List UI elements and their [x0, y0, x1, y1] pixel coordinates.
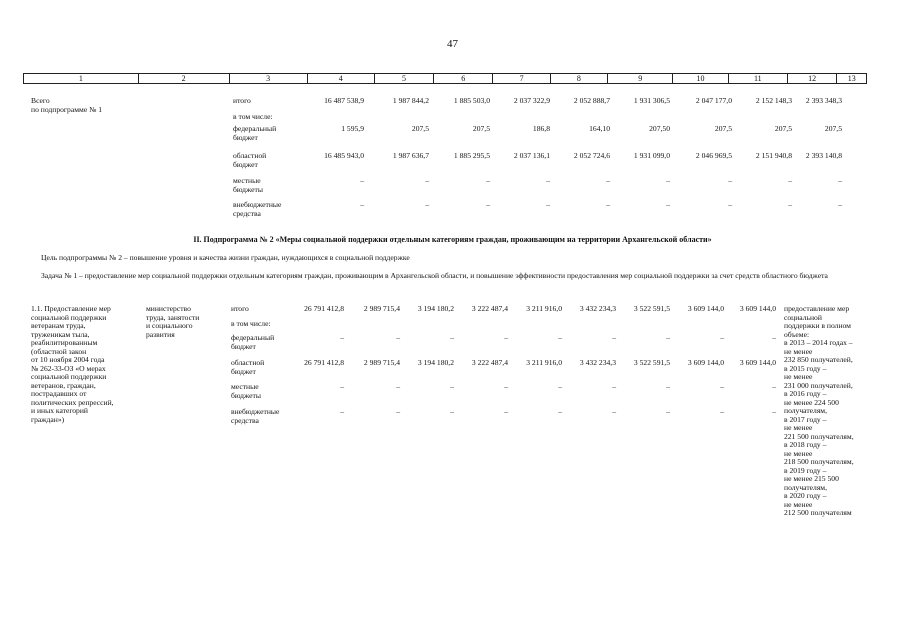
total-label-line2: по подпрограмме № 1	[31, 105, 103, 114]
value-cell: –	[720, 407, 724, 416]
value-cell: 2 152 148,3	[755, 96, 792, 105]
value-cell: 207,5	[714, 124, 732, 133]
value-cell: 207,5	[824, 124, 842, 133]
value-cell: –	[504, 382, 508, 391]
row-label: итого	[231, 304, 249, 313]
value-cell: –	[504, 407, 508, 416]
value-cell: –	[340, 407, 344, 416]
value-cell: 2 989 715,4	[363, 358, 400, 367]
value-cell: 3 211 916,0	[526, 304, 562, 313]
value-cell: –	[666, 200, 670, 209]
row-label: областной бюджет	[233, 151, 267, 169]
goal-text: Цель подпрограммы № 2 – повышение уровня и качества жизни граждан, нуждающихся в социальной поддержке	[41, 253, 410, 262]
value-cell: 1 931 306,5	[633, 96, 670, 105]
value-cell: –	[450, 333, 454, 342]
section-heading: II. Подпрограмма № 2 «Меры социальной поддержки отдельным категориям граждан, проживающим на территории Архангельской области»	[193, 235, 712, 244]
value-cell: 2 052 724,6	[573, 151, 610, 160]
value-cell: 1 595,9	[341, 124, 364, 133]
value-cell: –	[838, 200, 842, 209]
header-cell: 2	[139, 74, 230, 83]
value-cell: 164,10	[589, 124, 610, 133]
value-cell: 2 151 940,8	[755, 151, 792, 160]
value-cell: –	[546, 176, 550, 185]
value-cell: 3 609 144,0	[739, 304, 776, 313]
value-cell: –	[606, 200, 610, 209]
row-label: федеральный бюджет	[231, 333, 275, 351]
header-cell: 12	[788, 74, 837, 83]
value-cell: 2 052 888,7	[573, 96, 610, 105]
header-cell: 5	[375, 74, 434, 83]
value-cell: 1 885 295,5	[453, 151, 490, 160]
row-label: местные бюджеты	[231, 382, 261, 400]
value-cell: –	[558, 407, 562, 416]
value-cell: –	[606, 176, 610, 185]
value-cell: –	[486, 200, 490, 209]
value-cell: –	[838, 176, 842, 185]
row-label: внебюджетные средства	[233, 200, 282, 218]
task-text: Задача № 1 – предоставление мер социальной поддержки отдельным категориям граждан, проживающим в Архангельской области, и повышение эффективности предоставления мер социальной поддержки за счет средств областного бюджета	[41, 271, 828, 280]
value-cell: –	[396, 333, 400, 342]
value-cell: 3 194 180,2	[417, 304, 454, 313]
value-cell: 2 393 140,8	[805, 151, 842, 160]
value-cell: –	[720, 382, 724, 391]
value-cell: 1 931 099,0	[633, 151, 670, 160]
value-cell: 207,50	[649, 124, 670, 133]
value-cell: –	[504, 333, 508, 342]
row-label: областной бюджет	[231, 358, 265, 376]
value-cell: –	[666, 333, 670, 342]
header-cell: 10	[673, 74, 728, 83]
value-cell: 3 609 144,0	[687, 304, 724, 313]
value-cell: 3 609 144,0	[739, 358, 776, 367]
value-cell: –	[425, 176, 429, 185]
value-cell: –	[612, 407, 616, 416]
value-cell: –	[558, 382, 562, 391]
value-cell: 2 989 715,4	[363, 304, 400, 313]
item-result: предоставление мер социальной поддержки в полном объеме: в 2013 – 2014 годах – не менее 232 850 получателей, в 2015 году – не менее 231 000 получателей, в 2016 году – не менее 224 500 получателям, в 2017 году – не менее 221 500 получателям, в 2018 году – не менее 218 500 получателям, в 2019 году – не менее 215 500 получателям, в 2020 году – не менее 212 500 получателям	[784, 304, 854, 517]
value-cell: 2 037 136,1	[513, 151, 550, 160]
value-cell: –	[666, 382, 670, 391]
value-cell: –	[612, 382, 616, 391]
value-cell: –	[450, 407, 454, 416]
value-cell: –	[788, 200, 792, 209]
header-cell: 6	[434, 74, 493, 83]
value-cell: –	[546, 200, 550, 209]
value-cell: –	[425, 200, 429, 209]
value-cell: 2 046 969,5	[695, 151, 732, 160]
value-cell: –	[728, 200, 732, 209]
row-label: в том числе:	[233, 112, 273, 121]
value-cell: 3 211 916,0	[526, 358, 562, 367]
header-cell: 3	[230, 74, 308, 83]
value-cell: –	[340, 333, 344, 342]
total-label-line1: Всего	[31, 96, 50, 105]
value-cell: 207,5	[774, 124, 792, 133]
header-cell: 7	[493, 74, 550, 83]
value-cell: 186,8	[532, 124, 550, 133]
value-cell: 1 885 503,0	[453, 96, 490, 105]
header-cell: 13	[847, 74, 856, 83]
row-label: итого	[233, 96, 251, 105]
value-cell: 2 037 322,9	[513, 96, 550, 105]
value-cell: 3 432 234,3	[579, 358, 616, 367]
value-cell: 2 047 177,0	[695, 96, 732, 105]
row-label: внебюджетные средства	[231, 407, 280, 425]
value-cell: 3 222 487,4	[471, 304, 508, 313]
value-cell: 3 522 591,5	[633, 304, 670, 313]
header-cell: 8	[551, 74, 608, 83]
value-cell: –	[396, 382, 400, 391]
value-cell: –	[772, 382, 776, 391]
item-executor: министерство труда, занятости и социального развития	[146, 304, 200, 339]
value-cell: –	[612, 333, 616, 342]
value-cell: –	[558, 333, 562, 342]
value-cell: 1 987 636,7	[392, 151, 429, 160]
row-label: в том числе:	[231, 319, 271, 328]
value-cell: 3 609 144,0	[687, 358, 724, 367]
value-cell: 3 432 234,3	[579, 304, 616, 313]
value-cell: 26 791 412,8	[304, 358, 344, 367]
table-header-row	[23, 73, 867, 84]
value-cell: 207,5	[411, 124, 429, 133]
value-cell: –	[486, 176, 490, 185]
header-cell: 4	[308, 74, 375, 83]
value-cell: –	[360, 176, 364, 185]
value-cell: –	[772, 333, 776, 342]
value-cell: –	[450, 382, 454, 391]
value-cell: –	[666, 176, 670, 185]
header-cell: 11	[729, 74, 788, 83]
value-cell: –	[340, 382, 344, 391]
value-cell: 3 522 591,5	[633, 358, 670, 367]
value-cell: 1 987 844,2	[392, 96, 429, 105]
value-cell: 3 194 180,2	[417, 358, 454, 367]
value-cell: –	[666, 407, 670, 416]
value-cell: –	[772, 407, 776, 416]
value-cell: –	[788, 176, 792, 185]
value-cell: –	[728, 176, 732, 185]
row-label: федеральный бюджет	[233, 124, 277, 142]
page-number: 47	[447, 38, 458, 50]
header-cell: 1	[24, 74, 139, 83]
value-cell: 16 487 538,9	[324, 96, 364, 105]
value-cell: 207,5	[472, 124, 490, 133]
value-cell: –	[360, 200, 364, 209]
header-cell: 9	[608, 74, 673, 83]
value-cell: 16 485 943,0	[324, 151, 364, 160]
row-label: местные бюджеты	[233, 176, 263, 194]
value-cell: –	[720, 333, 724, 342]
value-cell: –	[396, 407, 400, 416]
value-cell: 2 393 348,3	[805, 96, 842, 105]
value-cell: 26 791 412,8	[304, 304, 344, 313]
item-name: 1.1. Предоставление мер социальной поддержки ветеранам труда, труженикам тыла, реабилитированным (областной закон от 10 ноября 2004 года № 262-33-ОЗ «О мерах социальной поддержки ветеранов, граждан, пострадавших от политических репрессий, и иных категорий граждан»)	[31, 304, 114, 424]
value-cell: 3 222 487,4	[471, 358, 508, 367]
